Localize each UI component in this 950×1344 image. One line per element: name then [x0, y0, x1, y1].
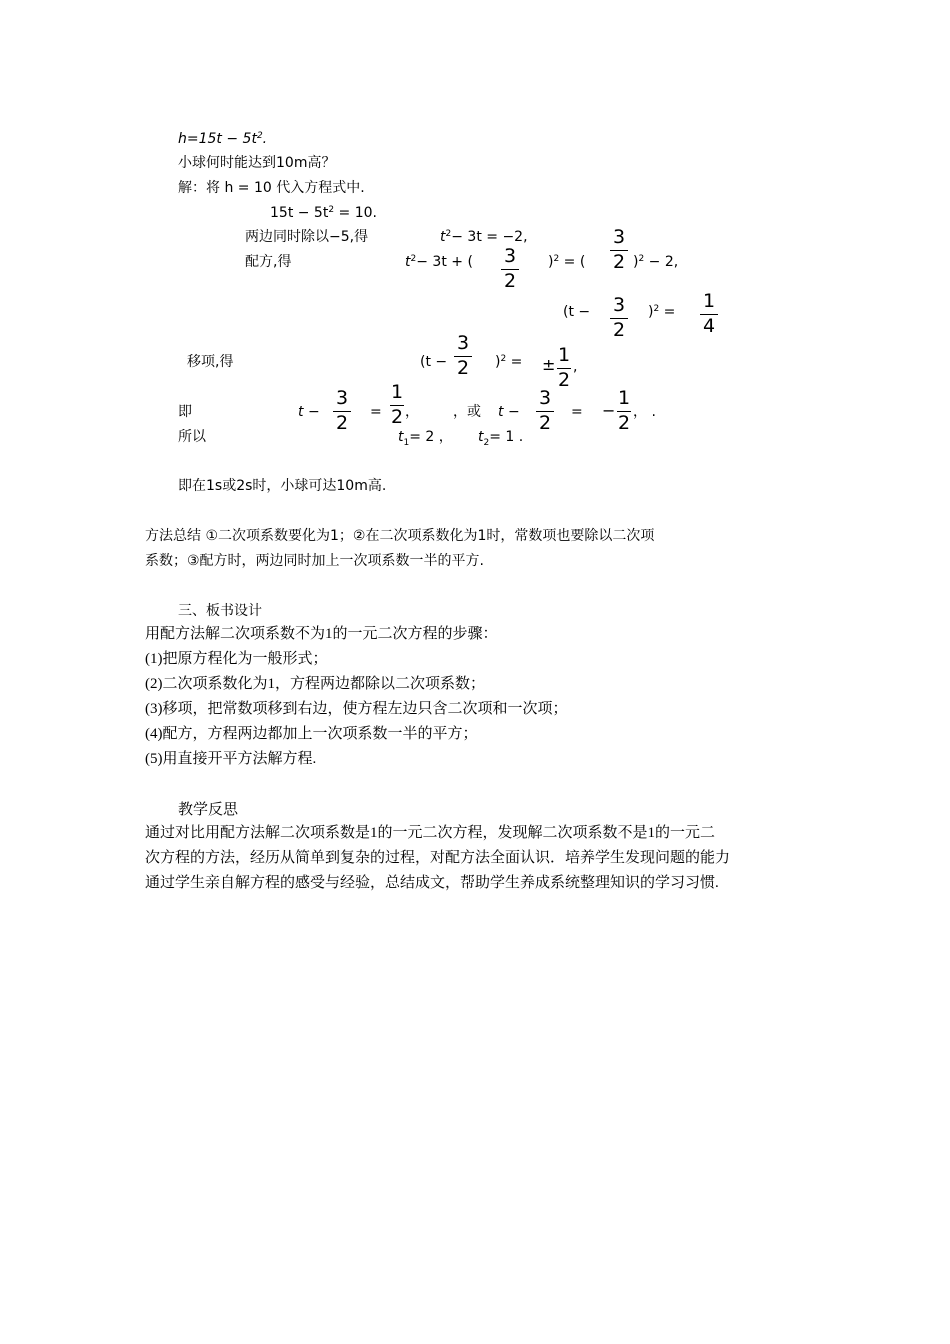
step2-equation-mid: )$^2$ = (: [548, 254, 586, 270]
fraction-three-halves: 3 2: [333, 389, 351, 433]
step5-tail: ， .: [633, 404, 656, 420]
board-design-step: (3)移项，把常数项移到右边，使方程左边只含二次项和一次项；: [145, 701, 568, 717]
reflection-line: 通过对比用配方法解二次项系数是1的一元二次方程，发现解二次项系数不是1的一元二: [145, 825, 716, 841]
solution-t2: $t_2= 1$ .: [478, 429, 524, 448]
reflection-heading: 教学反思: [178, 802, 239, 818]
fraction-three-halves: 3 2: [501, 247, 519, 291]
fraction-three-halves: 3 2: [610, 228, 628, 272]
board-design-step: (4)配方，方程两边都加上一次项系数一半的平方；: [145, 726, 478, 742]
step5-label: 即: [178, 404, 192, 420]
board-design-step: (5)用直接开平方法解方程.: [145, 751, 317, 767]
board-design-body: [145, 622, 815, 772]
step5-equals-2: =: [571, 404, 583, 420]
method-summary-line1: 方法总结 ①二次项系数要化为1；②在二次项系数化为1时，常数项也要除以二次项: [145, 528, 655, 544]
board-design-heading: 三、板书设计: [178, 603, 262, 619]
step5-comma-1: ，: [405, 404, 419, 420]
fraction-three-halves: 3 2: [610, 296, 628, 340]
board-design-step: (2)二次项系数化为1，方程两边都除以二次项系数；: [145, 676, 485, 692]
step4-tail: ,: [573, 359, 578, 375]
solution-lead: 解：将 h = 10 代入方程式中.: [178, 180, 365, 196]
step4-label: 移项,得: [187, 354, 234, 370]
step3-equation-right: )$^2$ =: [648, 304, 676, 320]
reflection-line: 次方程的方法，经历从简单到复杂的过程，对配方法全面认识．培养学生发现问题的能力: [145, 850, 731, 866]
fraction-one-half: 1 2: [390, 381, 404, 428]
step5-or: ，或: [453, 404, 481, 420]
board-design-step: (1)把原方程化为一般形式；: [145, 651, 328, 667]
step2-equation-right: )$^2$ − 2,: [633, 254, 679, 270]
reflection-line: 通过学生亲自解方程的感受与经验，总结成文，帮助学生养成系统整理知识的学习习惯.: [145, 875, 719, 891]
question-text: 小球何时能达到10m高？: [178, 155, 336, 171]
solution-t1: $t_1= 2$ ，: [398, 429, 453, 448]
step6-label: 所以: [178, 429, 206, 445]
fraction-one-quarter: 1 4: [700, 292, 718, 336]
minus-sign: −: [602, 401, 616, 420]
fraction-three-halves: 3 2: [536, 389, 554, 433]
step2-label: 配方,得: [245, 254, 292, 270]
equation-main: $15t - 5t^2 = 10$.: [270, 205, 377, 221]
conclusion-text: 即在1s或2s时，小球可达10m高.: [178, 478, 387, 494]
fraction-one-half: 1 2: [557, 344, 571, 391]
step2-equation-left: $t^2- 3t$ + (: [405, 254, 473, 270]
step4-equation-left: (t −: [420, 354, 448, 370]
step5-equals-1: =: [370, 404, 382, 420]
step1-equation: $t^2- 3t = -2$,: [440, 229, 528, 245]
fraction-three-halves: 3 2: [454, 334, 472, 378]
step1-label: 两边同时除以−5,得: [245, 229, 369, 245]
step4-equation-right: )$^2$ =: [495, 354, 523, 370]
reflection-body: [145, 821, 815, 896]
step5-equation-a: t −: [298, 404, 320, 420]
step5-equation-d: t −: [498, 404, 520, 420]
plus-minus-sign: ±: [542, 355, 556, 374]
method-summary-line2: 系数；③配方时，两边同时加上一次项系数一半的平方.: [145, 553, 484, 569]
step3-equation-left: (t −: [563, 304, 591, 320]
board-design-intro: 用配方法解二次项系数不为1的一元二次方程的步骤：: [145, 626, 498, 642]
equation-h: $h=15t - 5t^2$.: [178, 131, 268, 147]
fraction-one-half: 1 2: [617, 387, 631, 434]
